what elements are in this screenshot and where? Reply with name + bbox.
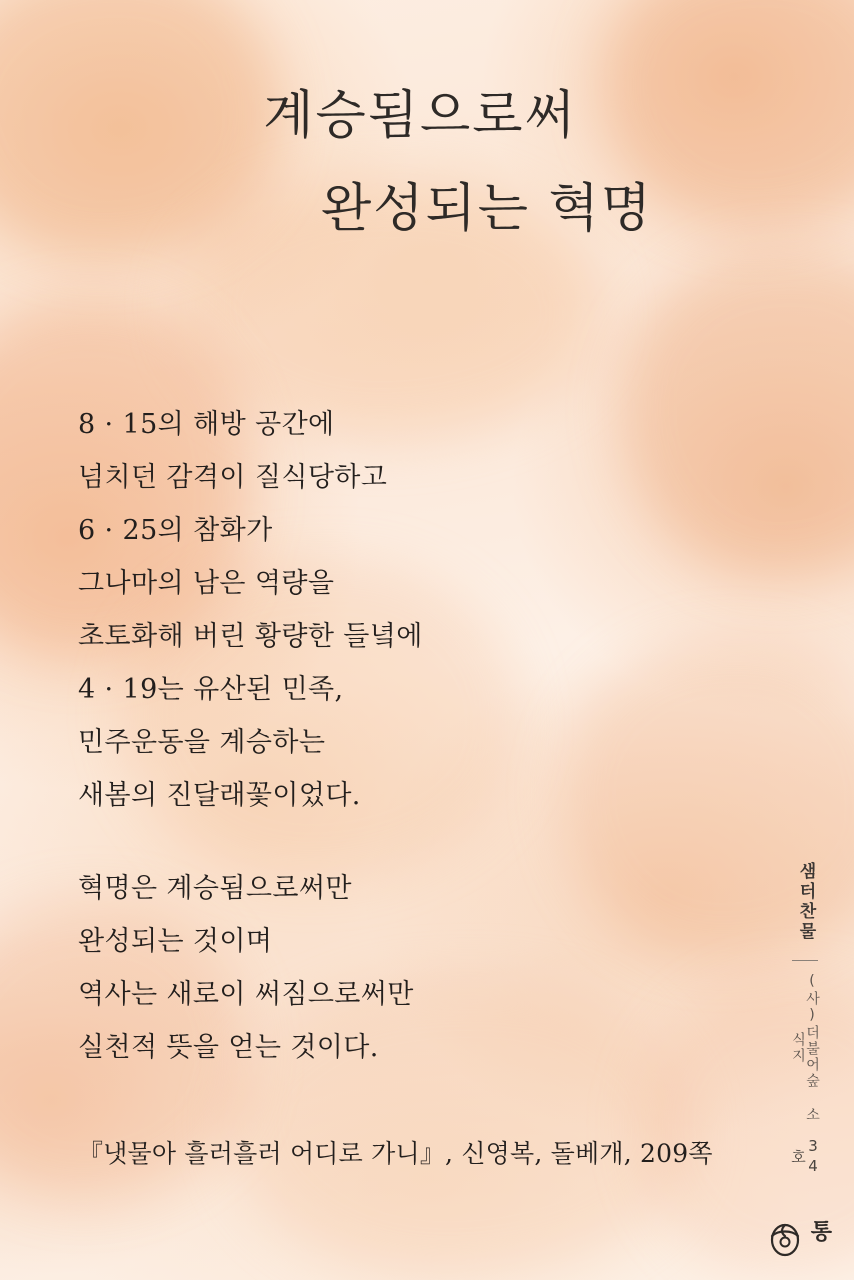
sidebar [778, 856, 832, 1236]
poem-line: 넘치던 감격이 질식당하고 [78, 462, 388, 493]
title-line-1: 계승됨으로써 [263, 86, 577, 146]
page-title [0, 86, 854, 241]
sidebar-divider [792, 960, 818, 961]
poem-line: 혁명은 계승됨으로써만 [78, 873, 352, 904]
poem-line: 완성되는 것이며 [78, 926, 273, 957]
poem-line: 새봄의 진달래꽃이었다. [78, 780, 361, 811]
poem-stanza-2 [78, 862, 718, 1074]
logo-text: 통 [810, 1220, 832, 1245]
poem-line: 역사는 새로이 써짐으로써만 [78, 979, 414, 1010]
sidebar-issue-number: 34호 [789, 1137, 822, 1177]
seal-mark-icon [766, 1218, 806, 1258]
poem-line: 8 · 15의 해방 공간에 [78, 409, 335, 440]
sidebar-title: 샘터찬물 [795, 862, 816, 942]
sidebar-subtitle: (사)더불어숲 소식지 [790, 973, 820, 1123]
poem-line: 실천적 뜻을 얻는 것이다. [78, 1032, 379, 1063]
title-line-2: 완성되는 혁명 [321, 179, 653, 240]
poem-body [78, 398, 718, 1074]
publisher-logo [766, 1202, 832, 1258]
poem-line: 초토화해 버린 황량한 들녘에 [78, 621, 423, 652]
poem-line: 민주운동을 계승하는 [78, 727, 326, 758]
poem-line: 4 · 19는 유산된 민족, [78, 674, 344, 705]
citation: 『냇물아 흘러흘러 어디로 가니』, 신영복, 돌베개, 209쪽 [78, 1139, 713, 1168]
poem-stanza-1 [78, 398, 718, 822]
poem-line: 그나마의 남은 역량을 [78, 568, 335, 599]
poem-line: 6 · 25의 참화가 [78, 515, 273, 546]
